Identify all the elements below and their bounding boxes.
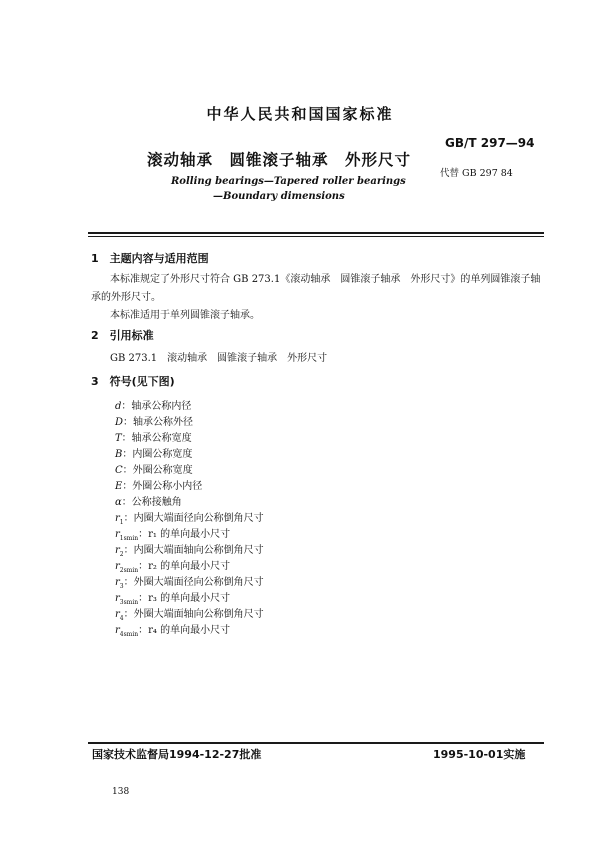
symbol-item: $r_{1smin}$：r₁ 的单向最小尺寸 [115,529,231,542]
title-english-line-2: —Boundary dimensions [213,191,345,202]
section-1-paragraph-1: 本标准规定了外形尺寸符合 GB 273.1《滚动轴承 圆锥滚子轴承 外形尺寸》的单列圆锥滚子轴 [110,274,541,285]
symbol-item: D：轴承公称外径 [115,417,194,428]
symbol-item: d：轴承公称内径 [115,401,192,412]
section-heading-3: 3 符号(见下图) [91,375,175,388]
section-1-paragraph-1-cont: 承的外形尺寸。 [91,292,161,303]
symbol-item: E：外圈公称小内径 [115,481,203,492]
footer-divider [88,742,544,744]
symbol-item: $r_3$：外圈大端面径向公称倒角尺寸 [115,577,264,590]
title-chinese: 滚动轴承 圆锥滚子轴承 外形尺寸 [147,151,412,169]
symbol-item: $r_2$：内圈大端面轴向公称倒角尺寸 [115,545,264,558]
symbol-item: α：公称接触角 [115,497,182,508]
section-1-paragraph-2: 本标准适用于单列圆锥滚子轴承。 [110,310,260,321]
replaces-standard: 代替 GB 297 84 [440,168,513,179]
symbol-item: C：外圈公称宽度 [115,465,193,476]
section-heading-2: 2 引用标准 [91,329,154,342]
implementation-date: 1995-10-01实施 [433,748,526,761]
symbol-item: $r_4$：外圈大端面轴向公称倒角尺寸 [115,609,264,622]
standard-number: GB/T 297—94 [445,136,535,150]
symbol-item: $r_{3smin}$：r₃ 的单向最小尺寸 [115,593,231,606]
section-2-reference: GB 273.1 滚动轴承 圆锥滚子轴承 外形尺寸 [110,353,328,364]
symbol-item: B：内圈公称宽度 [115,449,193,460]
symbol-item: $r_1$：内圈大端面径向公称倒角尺寸 [115,513,264,526]
national-standard-title: 中华人民共和国国家标准 [206,105,394,123]
symbol-item: T：轴承公称宽度 [115,433,192,444]
page-number: 138 [112,787,130,797]
symbol-item: $r_{2smin}$：r₂ 的单向最小尺寸 [115,561,231,574]
header-divider-thin [88,236,544,237]
section-heading-1: 1 主题内容与适用范围 [91,252,209,265]
approval-statement: 国家技术监督局1994-12-27批准 [92,748,262,761]
symbol-item: $r_{4smin}$：r₄ 的单向最小尺寸 [115,625,231,638]
header-divider-thick [88,232,544,234]
title-english-line-1: Rolling bearings—Tapered roller bearings [171,176,406,187]
